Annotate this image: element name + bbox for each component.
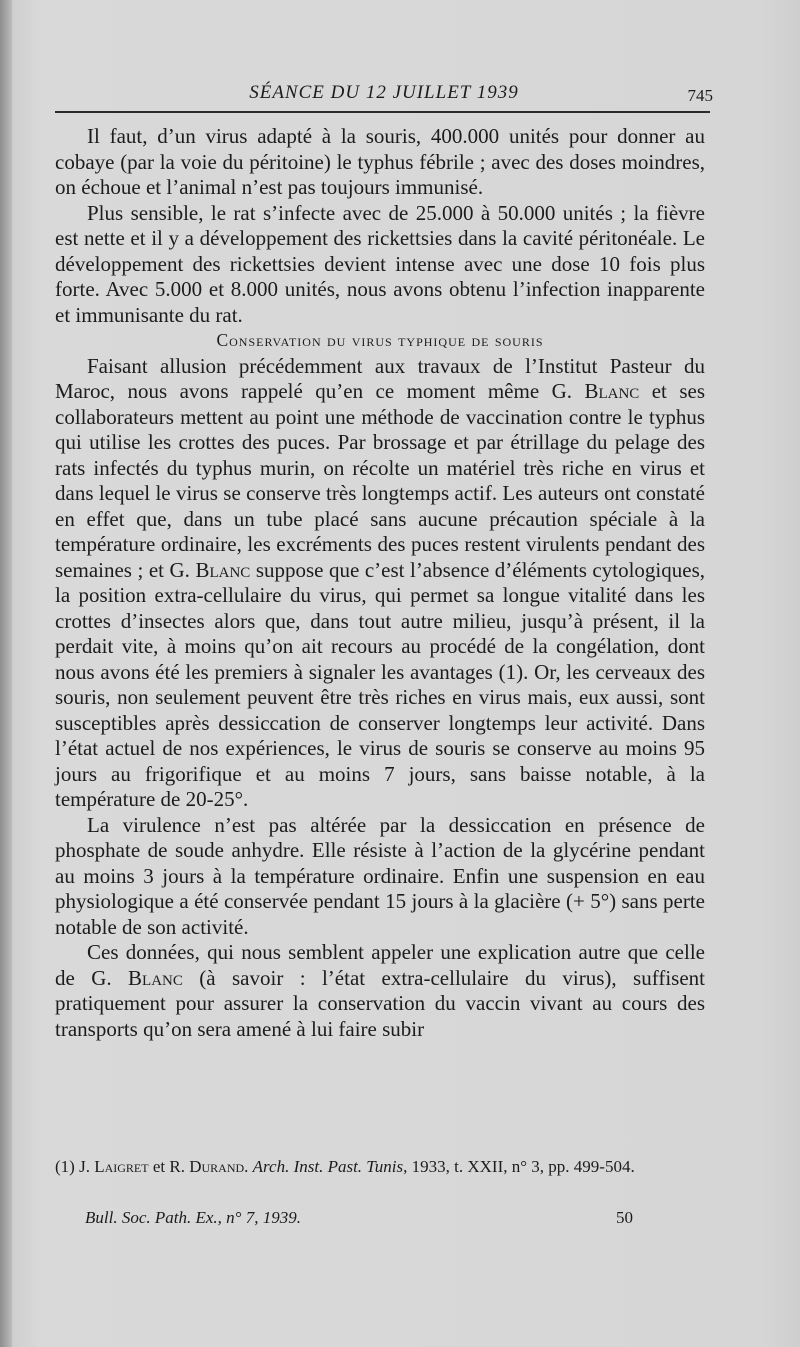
paragraph-1: Il faut, d’un virus adapté à la souris, 400.000 unités pour donner au cobaye (par la voie du péritoine) le typhus fébrile ; avec des doses moindres, on échoue et l’animal n’est pas toujours immunisé. xyxy=(55,124,705,199)
author-name-blanc: Blanc xyxy=(584,379,640,403)
body-text xyxy=(55,124,705,1042)
author-name-blanc: Blanc xyxy=(128,965,183,990)
paragraph-5-part-a: Ces données, qui nous semblent appeler une explication autre que celle de G. xyxy=(55,940,705,990)
footnote-period: . xyxy=(244,1157,249,1176)
header-rule xyxy=(55,111,710,113)
footnote-author-1: Laigret xyxy=(94,1157,149,1176)
footnote xyxy=(55,1156,705,1178)
running-head: SÉANCE DU 12 JUILLET 1939 xyxy=(249,82,519,103)
footnote-journal: Arch. Inst. Past. Tunis xyxy=(252,1157,404,1176)
section-title: Conservation du virus typhique de souris xyxy=(216,330,544,350)
signature-number: 50 xyxy=(616,1208,633,1227)
page-footer xyxy=(55,1208,705,1232)
paragraph-3-part-c: suppose que c’est l’absence d’éléments cytologiques, la position extra-cellulaire du virus, qui permet sa longue vitalité dans les crottes d’insectes alors que, dans tout autre milieu, jusqu’à présent, il la perdait vite, à moins qu’on ait recours au procédé de la congélation, dont nous avons été les premiers à signaler les avantages (1). Or, les cerveaux des souris, non seulement peuvent être très riches en virus mais, eux aussi, sont susceptibles après dessiccation de conserver longtemps leur activité. Dans l’état actuel de nos expériences, le virus de souris se conserve au moins 95 jours au frigorifique et au moins 7 jours, sans baisse notable, à la température de 20-25°. xyxy=(55,557,705,811)
paragraph-5-part-b: (à savoir : l’état extra-cellulaire du virus), suffisent pratiquement pour assurer la conservation du vaccin vivant au cours des transports qu’on sera amené à lui faire subir xyxy=(55,965,705,1041)
footnote-details: , 1933, t. XXII, n° 3, pp. 499-504. xyxy=(403,1157,635,1176)
paragraph-5 xyxy=(55,940,705,1042)
bulletin-citation: Bull. Soc. Path. Ex., n° 7, 1939. xyxy=(85,1208,301,1227)
footnote-line xyxy=(55,1156,705,1178)
paragraph-3-part-b: et ses collaborateurs mettent au point une méthode de vaccination contre le typhus qui utilise les crottes des puces. Par brossage et par étrillage du pelage des rats infectés du typhus murin, on récolte un matériel très riche en virus et dans lequel le virus se conserve très longtemps actif. Les auteurs ont constaté en effet que, dans un tube placé sans aucune précaution spéciale à la température ordinaire, les excréments des puces restent virulents pendant des semaines ; et G. xyxy=(55,379,705,582)
page-header xyxy=(55,82,713,112)
paragraph-3 xyxy=(55,354,705,813)
footnote-author-2: Durand xyxy=(189,1157,245,1176)
paragraph-3-part-a: Faisant allusion précédemment aux travaux de l’Institut Pasteur du Maroc, nous avons rappelé qu’en ce moment même G. xyxy=(55,353,705,403)
binding-gutter xyxy=(0,0,12,1347)
paragraph-2: Plus sensible, le rat s’infecte avec de 25.000 à 50.000 unités ; la fièvre est nette et il y a développement des rickettsies dans la cavité péritonéale. Le développement des rickettsies devient intense avec une dose 10 fois plus forte. Avec 5.000 et 8.000 unités, nous avons obtenu l’infection inapparente et immunisante du rat. xyxy=(55,200,705,327)
author-name-blanc: Blanc xyxy=(195,557,251,582)
footnote-marker: (1) J. xyxy=(55,1157,90,1176)
footnote-conjunction: et R. xyxy=(152,1157,185,1176)
page-number: 745 xyxy=(687,86,713,105)
paragraph-4: La virulence n’est pas altérée par la dessiccation en présence de phosphate de soude anhydre. Elle résiste à l’action de la glycérine pendant au moins 3 jours à la température ordinaire. Enfin une suspension en eau physiologique a été conservée pendant 15 jours à la glacière (+ 5°) sans perte notable de son activité. xyxy=(55,812,705,939)
